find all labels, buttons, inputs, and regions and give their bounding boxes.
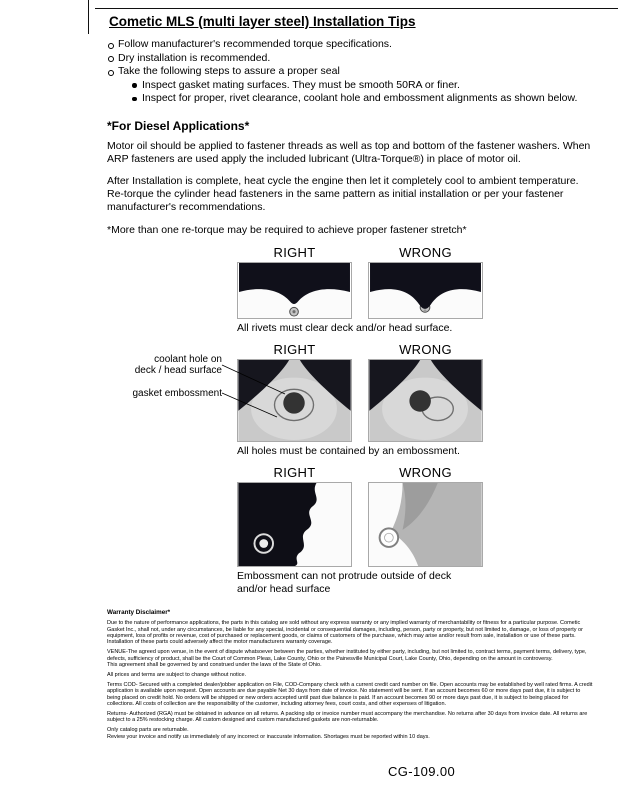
sub-list-item: Inspect gasket mating surfaces. They must be smooth 50RA or finer. [132, 79, 597, 93]
embossment-containment-right-diagram [237, 359, 352, 442]
disclaimer-paragraph: Only catalog parts are returnable. [107, 727, 189, 734]
diagram-label-row [237, 245, 483, 260]
diesel-paragraph: Motor oil should be applied to fastener threads as well as top and bottom of the fastener washers. When ARP fasteners are used apply the included lubricant (Ultra-Torque®) in place of motor oil. [107, 139, 591, 165]
right-label: RIGHT [273, 341, 316, 357]
diagram-caption: All rivets must clear deck and/or head surface. [237, 321, 453, 334]
right-label: RIGHT [273, 244, 316, 260]
embossment-containment-wrong-diagram [368, 359, 483, 442]
rivet-clearance-right-diagram [237, 262, 352, 319]
diagram-label-row [237, 342, 483, 357]
disclaimer-paragraph: Terms COD- Secured with a completed dealer/jobber application on File, COD-Company check with a current credit card number on file. Open accounts may be established by well rated firms. A credit application is available upon request. Open accounts are due payable Net 30 days from date of invoice. No statement will be sent. If an account becomes 60 or more days past due, it is subject to being placed on credit hold. No orders will be shipped or new orders accepted until past due balance is paid. If an account becomes 90 or more days past due, it is subject to being placed for collections. All costs of collection are the responsibility of the customer, including attorney fees, court costs, and other expenses of litigation. [107, 681, 593, 708]
embossment-protrusion-wrong-diagram [368, 482, 483, 567]
left-crop-mark [88, 0, 89, 34]
page-title: Cometic MLS (multi layer steel) Installation Tips [109, 14, 416, 29]
diagram-caption: Embossment can not protrude outside of deck and/or head surface [237, 569, 452, 595]
rivet-clearance-section [237, 245, 483, 334]
coolant-hole-annotation [135, 354, 222, 377]
diagram-caption: All holes must be contained by an embossment. [237, 444, 460, 457]
list-item: Dry installation is recommended. [107, 52, 597, 66]
wrong-label: WRONG [399, 244, 452, 260]
disclaimer-paragraph: Returns- Authorized (RGA) must be obtained in advance on all returns. A packing slip or invoice number must accompany the merchandise. No returns after 30 days from invoice date. All returns are subject to a 25% restocking charge. All custom designed and custom manufactured gaskets are non-returnable. [107, 711, 588, 724]
disclaimer-paragraph: All prices and terms are subject to change without notice. [107, 671, 247, 678]
catalog-code: CG-109.00 [388, 764, 456, 779]
warranty-disclaimer-heading: Warranty Disclaimer* [107, 608, 171, 616]
wrong-label: WRONG [399, 464, 452, 480]
embossment-protrusion-section [237, 465, 483, 596]
disclaimer-paragraph: Review your invoice and notify us immediately of any incorrect or inaccurate information. Shortages must be reported within 10 days. [107, 733, 430, 740]
wrong-label: WRONG [399, 341, 452, 357]
rivet-clearance-wrong-diagram [368, 262, 483, 319]
top-crop-mark [95, 8, 618, 9]
sub-list-item: Inspect for proper, rivet clearance, coolant hole and embossment alignments as shown below. [132, 92, 597, 106]
disclaimer-paragraph: Due to the nature of performance applications, the parts in this catalog are sold without any express warranty or any implied warranty of merchantability or fitness for a particular purpose. Cometic Gasket Inc., shall not, under any circumstances, be liable for any special, incidental or consequential damages, including, person, party or property, but not limited to, damage, or loss of property or equipment, loss of profits or revenue, cost of purchased or replacement goods, or claims of customers of the purchase, which may arise and/or result from sale, installation or use of these parts. Installation of these parts could adversely affect the motor manufacturers warranty coverage. [107, 620, 583, 646]
embossment-containment-section [132, 341, 483, 457]
diagram-image-row [237, 482, 483, 567]
diagram-image-row [237, 262, 483, 319]
annotation-line: coolant hole on [154, 353, 222, 365]
diesel-paragraph: After Installation is complete, heat cycle the engine then let it completely cool to ambient temperature. Re-torque the cylinder head fasteners in the same pattern as initial installation or per your fastener manufacturer's recommendations. [107, 174, 579, 214]
diagram-image-row [237, 359, 483, 442]
diagram-label-row [237, 465, 483, 480]
disclaimer-paragraph: This agreement shall be governed by and construed under the laws of the State of Ohio. [107, 662, 322, 669]
list-item: Take the following steps to assure a proper seal [107, 65, 597, 79]
right-label: RIGHT [273, 464, 316, 480]
warranty-disclaimer [107, 610, 593, 740]
disclaimer-paragraph: VENUE-The agreed upon venue, in the event of dispute whatsoever between the parties, whether instituted by either party, including, but not limited to, contract terms, payment terms, delivery, type, defects, sufficiency of product, shall be the Court of Common Pleas, Lake County, Ohio or the Painesville Municipal Court, Lake County, Ohio, depending on the amount in controversy. [107, 649, 587, 662]
annotation-line: deck / head surface [134, 365, 222, 377]
embossment-protrusion-right-diagram [237, 482, 352, 567]
list-item: Follow manufacturer's recommended torque specifications. [107, 38, 597, 52]
gasket-embossment-annotation: gasket embossment [132, 387, 222, 399]
install-tips-sublist [107, 79, 597, 106]
install-tips-list [107, 38, 597, 79]
retorque-note: *More than one re-torque may be required to achieve proper fastener stretch* [107, 223, 467, 236]
diesel-applications-heading: *For Diesel Applications* [107, 118, 250, 133]
page-content [107, 14, 597, 744]
